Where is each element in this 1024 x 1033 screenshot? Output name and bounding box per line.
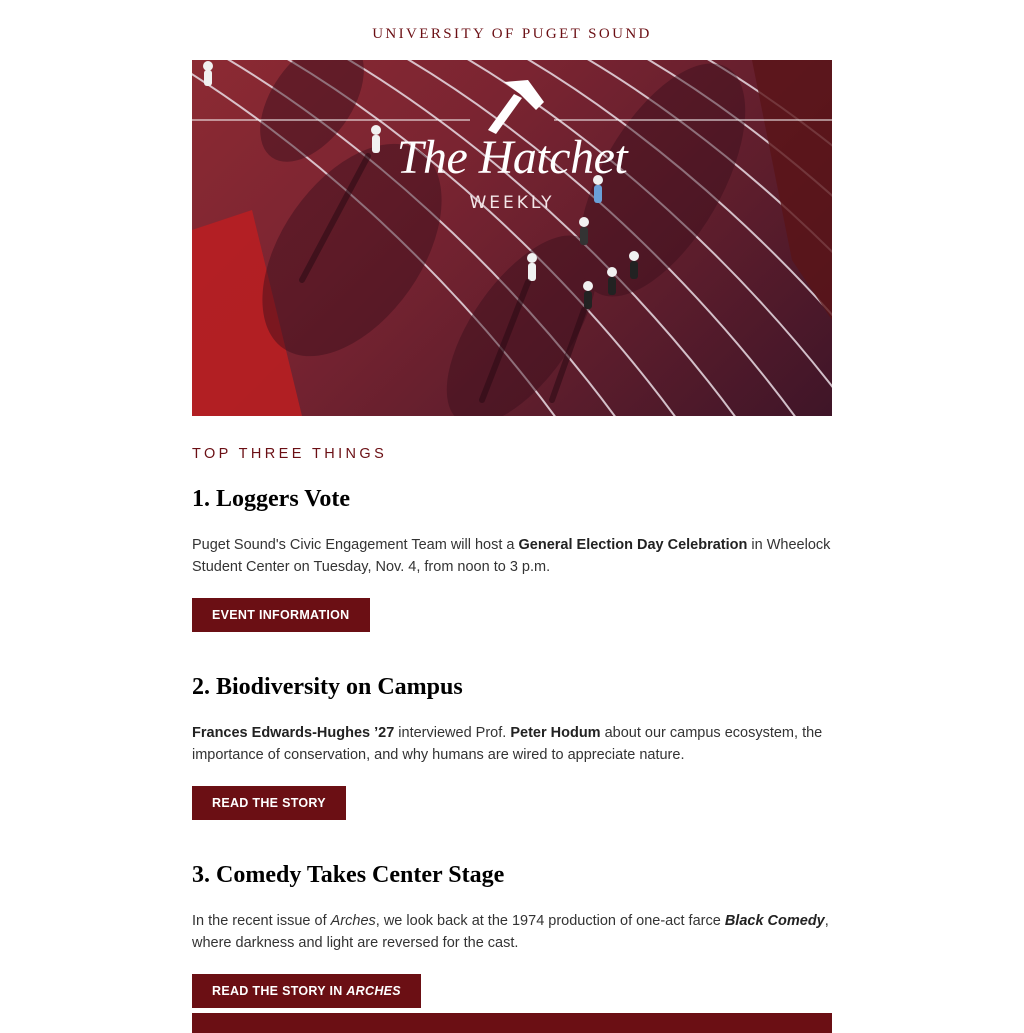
event-information-button[interactable]: EVENT INFORMATION — [192, 598, 370, 632]
story-body-italic: Arches — [330, 913, 376, 929]
infield-dark — [752, 60, 832, 320]
story-body-text: in Wheelock Student Center on Tuesday, Nov. 4, from noon to 3 p.m. — [192, 537, 831, 575]
story-body-1 — [192, 534, 832, 578]
read-the-story-in-arches-button[interactable] — [192, 974, 421, 1008]
story-heading-2: 2. Biodiversity on Campus — [192, 674, 463, 700]
story-item-1 — [192, 484, 832, 632]
story-body-text: , where darkness and light are reversed for the cast. — [192, 913, 829, 951]
story-body-text: Puget Sound's Civic Engagement Team will host a — [192, 537, 519, 553]
university-wordmark[interactable]: UNIVERSITY OF PUGET SOUND — [372, 26, 652, 42]
story-body-text: about our campus ecosystem, the importance of conservation, and why humans are wired to appreciate nature. — [192, 725, 823, 763]
section-label: TOP THREE THINGS — [192, 446, 388, 462]
newsletter — [192, 0, 832, 1008]
read-the-story-button[interactable]: READ THE STORY — [192, 786, 346, 820]
story-heading-3: 3. Comedy Takes Center Stage — [192, 862, 505, 888]
story-item-2 — [192, 672, 832, 820]
story-body-text: interviewed Prof. — [394, 725, 511, 741]
hero-banner[interactable] — [192, 60, 832, 416]
story-body-bold: Frances Edwards-Hughes ’27 — [192, 725, 395, 741]
story-body-bold: Peter Hodum — [510, 725, 601, 741]
story-body-bold: General Election Day Celebration — [518, 537, 748, 553]
hatchet-icon — [488, 80, 544, 134]
masthead-title: The Hatchet — [396, 131, 628, 184]
story-body-2 — [192, 722, 832, 766]
button-label-italic: ARCHES — [346, 984, 401, 998]
story-body-bold-italic: Black Comedy — [724, 913, 825, 929]
masthead-subtitle: WEEKLY — [469, 193, 555, 213]
story-item-3 — [192, 860, 832, 1008]
hero-track-image — [192, 60, 832, 416]
story-heading-1: 1. Loggers Vote — [192, 486, 350, 512]
story-body-3 — [192, 910, 832, 954]
story-body-text: In the recent issue of — [192, 913, 331, 929]
footer-bar — [192, 1013, 832, 1033]
button-label: READ THE STORY IN — [212, 984, 347, 998]
story-body-text: , we look back at the 1974 production of one-act farce — [375, 913, 725, 929]
